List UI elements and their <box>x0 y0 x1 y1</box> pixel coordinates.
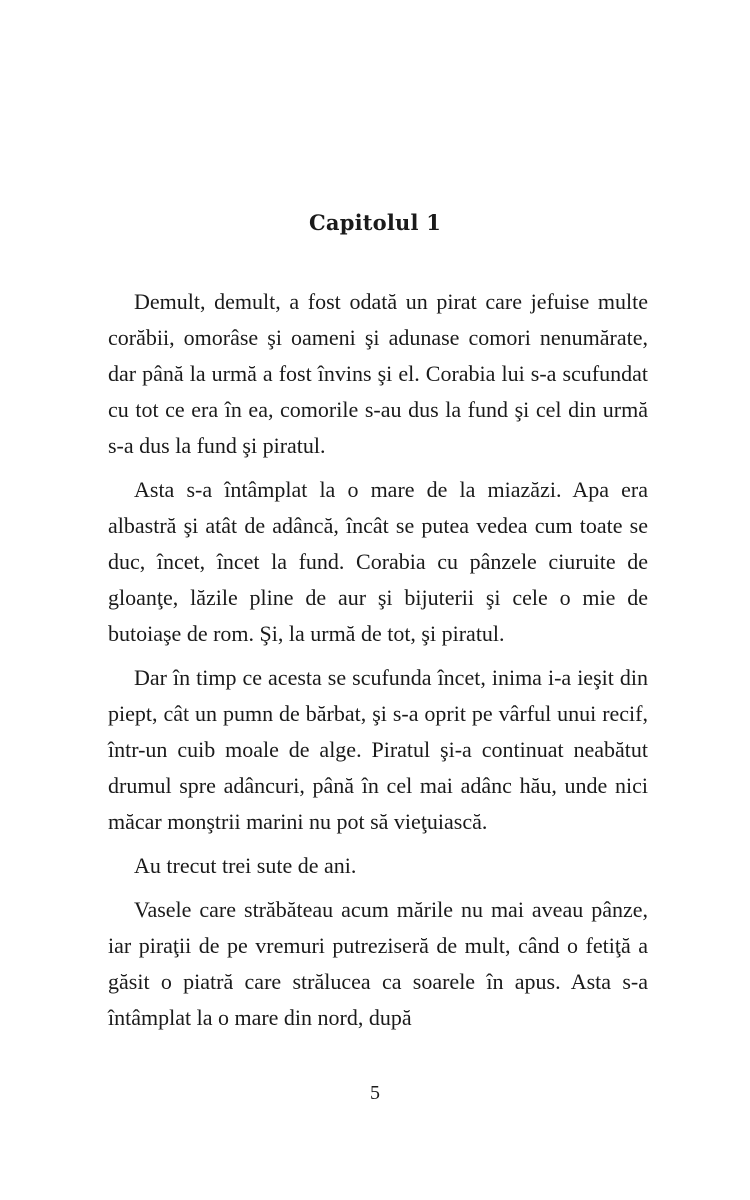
paragraph-5: Vasele care străbăteau acum mările nu mai aveau pânze, iar piraţii de pe vremuri putreziseră de mult, când o fetiţă a găsit o piatră care strălucea ca soarele în apus. Asta s-a întâmplat la o mare din nord, după <box>108 897 648 1030</box>
paragraph-2: Asta s-a întâmplat la o mare de la miazăzi. Apa era albastră şi atât de adâncă, încât se putea vedea cum toate se duc, încet, încet la fund. Corabia cu pânzele ciuruite de gloanţe, lăzile pline de aur şi bijuterii şi cele o mie de butoiaşe de rom. Şi, la urmă de tot, şi piratul. <box>108 477 648 646</box>
paragraph-1: Demult, demult, a fost odată un pirat care jefuise multe corăbii, omorâse şi oameni şi adunase comori nenumărate, dar până la urmă a fost învins şi el. Corabia lui s-a scufundat cu tot ce era în ea, comorile s-au dus la fund şi cel din urmă s-a dus la fund şi piratul. <box>108 289 648 458</box>
paragraph-3: Dar în timp ce acesta se scufunda încet, inima i-a ieşit din piept, cât un pumn de bărbat, şi s-a oprit pe vârful unui recif, într-un cuib moale de alge. Piratul şi-a continuat neabătut drumul spre adâncuri, până în cel mai adânc hău, unde nici măcar monştrii marini nu pot să vieţuiască. <box>108 665 648 834</box>
paragraph-4: Au trecut trei sute de ani. <box>134 853 357 878</box>
chapter-title: Capitolul 1 <box>308 210 442 235</box>
chapter-body <box>108 284 648 1036</box>
page-number: 5 <box>370 1082 380 1104</box>
